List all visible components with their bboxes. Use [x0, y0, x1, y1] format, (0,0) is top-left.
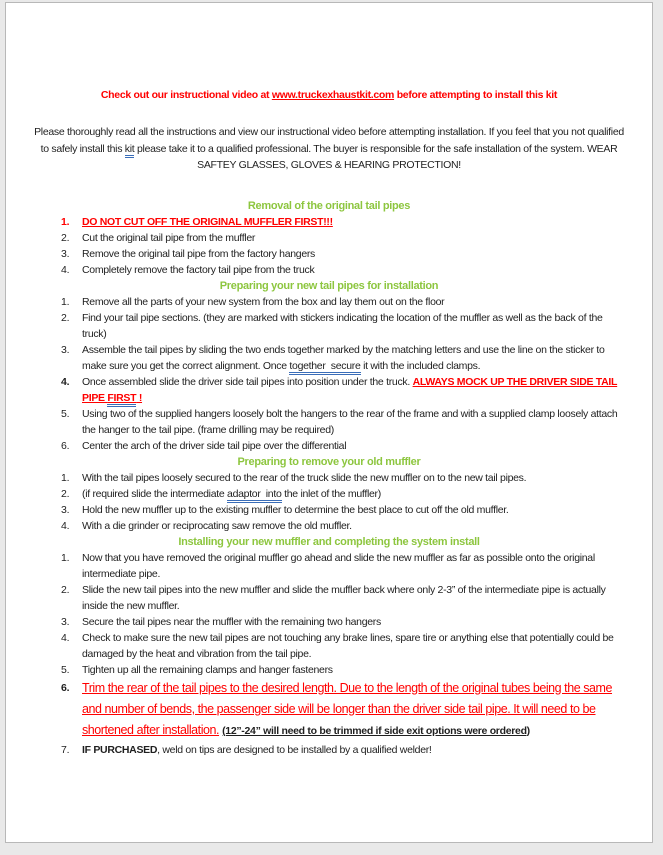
item-number: 6.	[61, 439, 70, 452]
text-run: DO NOT CUT OFF THE ORIGINAL MUFFLER FIRST!!!	[82, 215, 333, 228]
text-run: it with the included clamps.	[360, 359, 481, 372]
list-item	[6, 310, 652, 342]
item-text	[82, 246, 623, 262]
text-run: adaptor into	[227, 488, 281, 503]
item-text	[82, 518, 623, 534]
list-item	[6, 630, 652, 662]
text-run: the inlet of the muffler)	[281, 487, 381, 500]
text-run: Find your tail pipe sections. (they are marked with stickers indicating the location of the muffler as well as the back of the truck)	[82, 311, 603, 340]
item-number: 4.	[61, 263, 70, 276]
text-run: Check to make sure the new tail pipes are not touching any brake lines, spare tire or anything else that potentially could be damaged by the heat and vibration from the tail pipe.	[82, 631, 614, 660]
item-text	[82, 230, 623, 246]
instruction-sections	[6, 198, 652, 758]
item-number: 3.	[61, 343, 70, 356]
item-text	[82, 614, 623, 630]
text-run: (12”-24” will need to be trimmed if side exit options were ordered)	[222, 724, 530, 737]
section-heading: Preparing to remove your old muffler	[237, 455, 421, 468]
document-content	[6, 3, 652, 758]
text-run: Completely remove the factory tail pipe from the truck	[82, 263, 315, 276]
text-run: , weld on tips are designed to be installed by a qualified welder!	[157, 743, 432, 756]
item-text	[82, 550, 623, 582]
item-text	[82, 294, 623, 310]
list-item	[6, 374, 652, 406]
item-text	[82, 678, 623, 742]
item-number: 2.	[61, 231, 70, 244]
list-item	[6, 662, 652, 678]
text-run: Remove all the parts of your new system from the box and lay them out on the floor	[82, 295, 445, 308]
header-text-prefix: Check out our instructional video at	[100, 89, 272, 101]
list-item	[6, 742, 652, 758]
text-run: !	[136, 391, 143, 404]
item-text	[82, 662, 623, 678]
item-number: 6.	[61, 681, 70, 694]
text-run: With a die grinder or reciprocating saw remove the old muffler.	[82, 519, 352, 532]
item-number: 3.	[61, 503, 70, 516]
list-item	[6, 486, 652, 502]
list-item	[6, 438, 652, 454]
item-number: 2.	[61, 487, 70, 500]
list-item	[6, 214, 652, 230]
text-run: Cut the original tail pipe from the muffler	[82, 231, 256, 244]
text-run: Once assembled slide the driver side tail pipes into position under the truck.	[82, 375, 413, 388]
item-text	[82, 262, 623, 278]
item-number: 2.	[61, 311, 70, 324]
item-number: 1.	[61, 215, 70, 228]
text-run: kit	[125, 143, 135, 158]
item-number: 4.	[61, 519, 70, 532]
list-item	[6, 406, 652, 438]
list-item	[6, 230, 652, 246]
text-run: Center the arch of the driver side tail pipe over the differential	[82, 439, 347, 452]
list-item	[6, 582, 652, 614]
list-item	[6, 502, 652, 518]
text-run: Secure the tail pipes near the muffler with the remaining two hangers	[82, 615, 381, 628]
text-run: (if required slide the intermediate	[82, 487, 228, 500]
item-number: 2.	[61, 583, 70, 596]
item-text	[82, 342, 623, 374]
item-text	[82, 406, 623, 438]
item-text	[82, 214, 623, 230]
text-run: Trim the rear of the tail pipes to the desired length. Due to the length of the original tubes being the same and number of bends, the passenger side will be longer than the driver side tail pipe. It will need to be shortened after installation.	[82, 680, 613, 737]
header-notice	[6, 87, 652, 104]
text-run: ALWAYS MOCK UP THE DRIVER SIDE TAIL PIPE	[82, 375, 618, 404]
text-run: Now that you have removed the original muffler go ahead and slide the new muffler as far as possible onto the original intermediate pipe.	[82, 551, 595, 580]
list-item	[6, 678, 652, 742]
list-item	[6, 342, 652, 374]
section-heading: Removal of the original tail pipes	[247, 199, 411, 212]
list-item	[6, 550, 652, 582]
text-run: Remove the original tail pipe from the factory hangers	[82, 247, 316, 260]
item-text	[82, 742, 623, 758]
item-text	[82, 470, 623, 486]
list-item	[6, 518, 652, 534]
item-text	[82, 438, 623, 454]
intro-paragraph	[29, 124, 629, 174]
item-number: 1.	[61, 471, 70, 484]
text-run: Tighten up all the remaining clamps and hanger fasteners	[82, 663, 333, 676]
text-run: Hold the new muffler up to the existing muffler to determine the best place to cut off the old muffler.	[82, 503, 509, 516]
item-text	[82, 502, 623, 518]
text-run: Slide the new tail pipes into the new muffler and slide the muffler back where only 2-3” of the intermediate pipe is actually inside the new muffler.	[82, 583, 606, 612]
item-number: 4.	[61, 375, 70, 388]
item-number: 7.	[61, 743, 70, 756]
text-run: together secure	[289, 360, 360, 375]
item-number: 4.	[61, 631, 70, 644]
list-item	[6, 614, 652, 630]
item-text	[82, 582, 623, 614]
document-page	[5, 2, 653, 843]
item-text	[82, 374, 623, 406]
item-number: 5.	[61, 407, 70, 420]
item-text	[82, 310, 623, 342]
list-item	[6, 262, 652, 278]
text-run: please take it to a qualified professional. The buyer is responsible for the safe installation of the system. WEAR SAFTEY GLASSES, GLOVES & HEARING PROTECTION!	[134, 142, 618, 171]
text-run: Please thoroughly read all the instructions and view our instructional video before attempting installation. If you feel that you not qualified to safely install this	[34, 126, 624, 155]
section-heading: Installing your new muffler and completing the system install	[178, 535, 480, 548]
section-heading: Preparing your new tail pipes for installation	[219, 279, 439, 292]
website-link[interactable]: www.truckexhaustkit.com	[271, 89, 395, 101]
list-item	[6, 246, 652, 262]
item-number: 3.	[61, 615, 70, 628]
item-number: 1.	[61, 551, 70, 564]
text-run: Using two of the supplied hangers loosely bolt the hangers to the rear of the frame and with a supplied clamp loosely attach the hanger to the tail pipe. (frame drilling may be required)	[82, 407, 618, 436]
item-number: 3.	[61, 247, 70, 260]
item-text	[82, 486, 623, 502]
text-run: With the tail pipes loosely secured to the rear of the truck slide the new muffler on to the new tail pipes.	[82, 471, 527, 484]
item-text	[82, 630, 623, 662]
list-item	[6, 470, 652, 486]
list-item	[6, 294, 652, 310]
text-run: FIRST	[107, 392, 136, 407]
item-number: 1.	[61, 295, 70, 308]
text-run: Assemble the tail pipes by sliding the two ends together marked by the matching letters and use the line on the sticker to make sure you get the correct alignment. Once	[82, 343, 605, 372]
header-text-suffix: before attempting to install this kit	[394, 89, 558, 101]
text-run: IF PURCHASED	[82, 743, 158, 756]
item-number: 5.	[61, 663, 70, 676]
